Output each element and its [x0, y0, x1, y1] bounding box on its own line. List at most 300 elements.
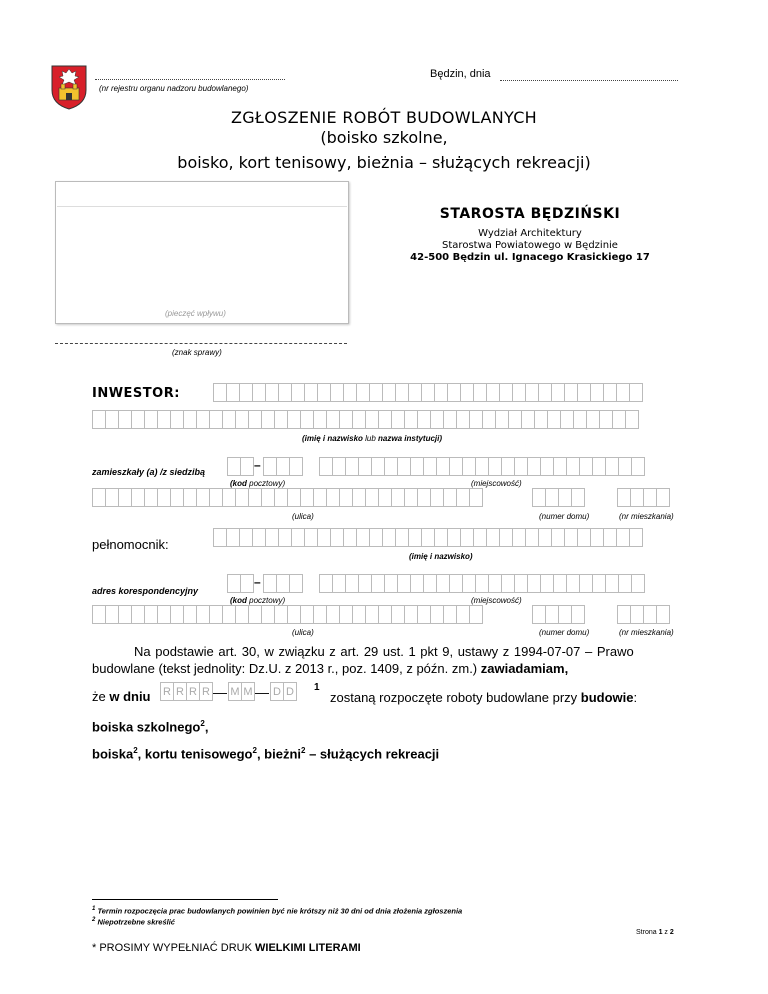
char-box[interactable]	[365, 488, 379, 507]
char-box[interactable]	[209, 605, 223, 624]
char-box[interactable]	[118, 605, 132, 624]
char-box[interactable]	[265, 383, 279, 402]
char-box[interactable]	[382, 528, 396, 547]
char-box[interactable]	[525, 528, 539, 547]
char-box[interactable]	[449, 574, 463, 593]
char-box[interactable]	[592, 574, 606, 593]
char-box[interactable]	[131, 488, 145, 507]
char-box[interactable]	[423, 574, 437, 593]
char-box[interactable]	[410, 574, 424, 593]
investor-house-number[interactable]	[532, 488, 584, 507]
char-box[interactable]	[339, 605, 353, 624]
case-number-field[interactable]	[55, 340, 347, 344]
char-box[interactable]	[274, 410, 288, 429]
char-box[interactable]	[397, 574, 411, 593]
char-box[interactable]	[300, 488, 314, 507]
char-box[interactable]	[605, 457, 619, 476]
char-box[interactable]	[434, 528, 448, 547]
char-box[interactable]	[656, 605, 670, 624]
investor-name-line1[interactable]	[213, 383, 642, 402]
char-box[interactable]	[430, 605, 444, 624]
investor-name-line2[interactable]	[92, 410, 638, 429]
char-box[interactable]	[616, 383, 630, 402]
char-box[interactable]	[486, 383, 500, 402]
char-box[interactable]	[222, 410, 236, 429]
char-box[interactable]	[482, 410, 496, 429]
char-box[interactable]	[553, 574, 567, 593]
char-box[interactable]	[183, 488, 197, 507]
char-box[interactable]	[144, 410, 158, 429]
char-box[interactable]	[209, 488, 223, 507]
char-box[interactable]	[369, 528, 383, 547]
char-box[interactable]	[248, 410, 262, 429]
char-box[interactable]	[532, 605, 546, 624]
char-box[interactable]	[276, 457, 290, 476]
char-box[interactable]	[196, 605, 210, 624]
char-box[interactable]	[265, 528, 279, 547]
char-box[interactable]	[183, 410, 197, 429]
proxy-postal-code-b[interactable]	[263, 574, 302, 593]
char-box[interactable]	[248, 605, 262, 624]
char-box[interactable]	[475, 574, 489, 593]
char-box[interactable]	[261, 488, 275, 507]
proxy-city[interactable]	[319, 574, 644, 593]
char-box[interactable]	[196, 410, 210, 429]
char-box[interactable]	[430, 410, 444, 429]
char-box[interactable]	[105, 488, 119, 507]
authority-name: STAROSTA BĘDZIŃSKI	[439, 206, 621, 222]
char-box[interactable]	[263, 457, 277, 476]
char-box[interactable]	[209, 410, 223, 429]
footnote-1: $^1$ Termin rozpoczęcia prac budowlanych powinien być nie krótszy niż 30 dni od dnia złożenia zgłoszenia	[92, 906, 463, 916]
char-box[interactable]	[365, 410, 379, 429]
char-box[interactable]	[378, 488, 392, 507]
char-box[interactable]	[252, 528, 266, 547]
char-box[interactable]	[540, 574, 554, 593]
char-box[interactable]	[534, 410, 548, 429]
char-box[interactable]	[462, 457, 476, 476]
char-box[interactable]	[352, 410, 366, 429]
char-box[interactable]	[488, 457, 502, 476]
char-box[interactable]	[319, 574, 333, 593]
char-box[interactable]	[469, 410, 483, 429]
char-box[interactable]	[456, 605, 470, 624]
char-box[interactable]	[629, 528, 643, 547]
char-box[interactable]	[630, 605, 644, 624]
char-box[interactable]	[475, 457, 489, 476]
char-box[interactable]	[240, 574, 254, 593]
proxy-flat-number[interactable]	[617, 605, 669, 624]
char-box[interactable]	[460, 528, 474, 547]
char-box[interactable]	[235, 410, 249, 429]
investor-street[interactable]	[92, 488, 482, 507]
investor-flat-number[interactable]	[617, 488, 669, 507]
char-box[interactable]	[473, 528, 487, 547]
char-box[interactable]	[343, 528, 357, 547]
char-box[interactable]	[449, 457, 463, 476]
char-box[interactable]	[617, 605, 631, 624]
char-box[interactable]	[313, 410, 327, 429]
char-box[interactable]	[545, 488, 559, 507]
char-box[interactable]	[629, 383, 643, 402]
char-box[interactable]	[643, 488, 657, 507]
coat-of-arms-logo	[50, 64, 88, 110]
char-box[interactable]	[631, 574, 645, 593]
char-box[interactable]	[170, 488, 184, 507]
char-box[interactable]	[356, 528, 370, 547]
char-box[interactable]	[443, 410, 457, 429]
char-box[interactable]	[447, 528, 461, 547]
char-box[interactable]	[404, 410, 418, 429]
char-box[interactable]	[486, 528, 500, 547]
char-box[interactable]	[382, 383, 396, 402]
char-box[interactable]	[527, 574, 541, 593]
char-box[interactable]	[170, 605, 184, 624]
char-box[interactable]	[384, 457, 398, 476]
char-box[interactable]	[508, 410, 522, 429]
date-field[interactable]	[500, 75, 678, 81]
char-box[interactable]	[397, 457, 411, 476]
char-box[interactable]	[278, 528, 292, 547]
char-box[interactable]	[612, 410, 626, 429]
char-box[interactable]	[352, 605, 366, 624]
legal-basis-line2: budowlane (tekst jednolity: Dz.U. z 2013 r., poz. 1409, z późn. zm.) zawiadamiam,	[92, 661, 569, 676]
city-date-label: Będzin, dnia	[430, 68, 491, 80]
char-box[interactable]	[618, 574, 632, 593]
char-box[interactable]	[456, 488, 470, 507]
char-box[interactable]	[521, 410, 535, 429]
proxy-postal-code-a[interactable]	[227, 574, 253, 593]
char-box[interactable]	[617, 488, 631, 507]
investor-house-label: (numer domu)	[539, 512, 590, 521]
char-box[interactable]	[538, 383, 552, 402]
char-box[interactable]	[447, 383, 461, 402]
start-date-suffix: zostaną rozpoczęte roboty budowlane przy budowie:	[330, 690, 638, 705]
char-box[interactable]	[408, 383, 422, 402]
char-box[interactable]	[577, 528, 591, 547]
char-box[interactable]	[577, 383, 591, 402]
char-box[interactable]	[391, 488, 405, 507]
char-box[interactable]	[605, 574, 619, 593]
char-box[interactable]	[417, 605, 431, 624]
char-box[interactable]	[222, 488, 236, 507]
date-char-box[interactable]: R	[199, 682, 213, 701]
char-box[interactable]	[274, 605, 288, 624]
char-box[interactable]	[345, 574, 359, 593]
form-subtitle-2: boisko, kort tenisowy, bieżnia – służących rekreacji)	[177, 153, 591, 172]
char-box[interactable]	[222, 605, 236, 624]
char-box[interactable]	[421, 383, 435, 402]
char-box[interactable]	[443, 605, 457, 624]
char-box[interactable]	[358, 457, 372, 476]
char-box[interactable]	[579, 574, 593, 593]
char-box[interactable]	[566, 574, 580, 593]
char-box[interactable]	[287, 410, 301, 429]
investor-postal-code-a[interactable]	[227, 457, 253, 476]
date-char-box[interactable]: R	[186, 682, 200, 701]
option-school-field[interactable]: boiska szkolnego$^2$,	[92, 719, 209, 735]
char-box[interactable]	[558, 488, 572, 507]
char-box[interactable]	[304, 528, 318, 547]
char-box[interactable]	[213, 528, 227, 547]
char-box[interactable]	[356, 383, 370, 402]
char-box[interactable]	[404, 488, 418, 507]
char-box[interactable]	[261, 410, 275, 429]
char-box[interactable]	[289, 574, 303, 593]
authority-address: 42-500 Będzin ul. Ignacego Krasickiego 17	[410, 252, 650, 263]
char-box[interactable]	[631, 457, 645, 476]
char-box[interactable]	[365, 605, 379, 624]
date-char-box[interactable]: R	[160, 682, 174, 701]
char-box[interactable]	[378, 605, 392, 624]
char-box[interactable]	[391, 605, 405, 624]
char-box[interactable]	[495, 410, 509, 429]
char-box[interactable]	[436, 574, 450, 593]
char-box[interactable]	[317, 528, 331, 547]
char-box[interactable]	[131, 410, 145, 429]
char-box[interactable]	[196, 488, 210, 507]
proxy-name[interactable]	[213, 528, 642, 547]
char-box[interactable]	[630, 488, 644, 507]
char-box[interactable]	[430, 488, 444, 507]
char-box[interactable]	[339, 410, 353, 429]
char-box[interactable]	[499, 383, 513, 402]
char-box[interactable]	[287, 488, 301, 507]
intake-stamp-box	[55, 181, 349, 324]
char-box[interactable]	[551, 383, 565, 402]
char-box[interactable]	[239, 528, 253, 547]
char-box[interactable]	[391, 410, 405, 429]
char-box[interactable]	[213, 383, 227, 402]
char-box[interactable]	[488, 574, 502, 593]
char-box[interactable]	[553, 457, 567, 476]
char-box[interactable]	[339, 488, 353, 507]
char-box[interactable]	[417, 488, 431, 507]
char-box[interactable]	[395, 528, 409, 547]
char-box[interactable]	[300, 605, 314, 624]
char-box[interactable]	[252, 383, 266, 402]
char-box[interactable]	[227, 457, 241, 476]
char-box[interactable]	[226, 528, 240, 547]
char-box[interactable]	[92, 605, 106, 624]
char-box[interactable]	[313, 488, 327, 507]
char-box[interactable]	[434, 383, 448, 402]
char-box[interactable]	[358, 574, 372, 593]
registry-number-field[interactable]	[95, 74, 285, 80]
char-box[interactable]	[501, 574, 515, 593]
char-box[interactable]	[586, 410, 600, 429]
char-box[interactable]	[545, 605, 559, 624]
char-box[interactable]	[560, 410, 574, 429]
char-box[interactable]	[240, 457, 254, 476]
char-box[interactable]	[514, 574, 528, 593]
investor-city[interactable]	[319, 457, 644, 476]
char-box[interactable]	[408, 528, 422, 547]
char-box[interactable]	[118, 410, 132, 429]
investor-street-label: (ulica)	[292, 512, 314, 521]
date-char-box[interactable]: R	[173, 682, 187, 701]
char-box[interactable]	[547, 410, 561, 429]
date-char-box[interactable]: M	[241, 682, 255, 701]
char-box[interactable]	[326, 488, 340, 507]
date-char-box[interactable]: M	[228, 682, 242, 701]
char-box[interactable]	[603, 528, 617, 547]
char-box[interactable]	[144, 605, 158, 624]
char-box[interactable]	[571, 488, 585, 507]
date-month-boxes[interactable]	[228, 682, 254, 701]
char-box[interactable]	[105, 605, 119, 624]
char-box[interactable]	[291, 383, 305, 402]
char-box[interactable]	[618, 457, 632, 476]
char-box[interactable]	[540, 457, 554, 476]
option-recreation[interactable]: boiska$^2$, kortu tenisowego$^2$, bieżni$^2$ – służących rekreacji	[92, 746, 440, 762]
char-box[interactable]	[226, 383, 240, 402]
char-box[interactable]	[404, 605, 418, 624]
char-box[interactable]	[460, 383, 474, 402]
char-box[interactable]	[616, 528, 630, 547]
date-year-boxes[interactable]	[160, 682, 212, 701]
footnote-2: $^2$ Niepotrzebne skreślić	[92, 917, 175, 927]
char-box[interactable]	[499, 528, 513, 547]
char-box[interactable]	[235, 605, 249, 624]
authority-dept: Wydział Architektury	[478, 228, 582, 239]
char-box[interactable]	[456, 410, 470, 429]
char-box[interactable]	[291, 528, 305, 547]
char-box[interactable]	[538, 528, 552, 547]
char-box[interactable]	[326, 605, 340, 624]
char-box[interactable]	[592, 457, 606, 476]
char-box[interactable]	[573, 410, 587, 429]
char-box[interactable]	[105, 410, 119, 429]
char-box[interactable]	[443, 488, 457, 507]
char-box[interactable]	[473, 383, 487, 402]
char-box[interactable]	[343, 383, 357, 402]
char-box[interactable]	[512, 528, 526, 547]
char-box[interactable]	[157, 488, 171, 507]
proxy-house-number[interactable]	[532, 605, 584, 624]
char-box[interactable]	[566, 457, 580, 476]
proxy-house-label: (numer domu)	[539, 628, 590, 637]
proxy-postal-label: (kod pocztowy)	[230, 596, 286, 605]
char-box[interactable]	[371, 457, 385, 476]
char-box[interactable]	[421, 528, 435, 547]
proxy-flat-label: (nr mieszkania)	[619, 628, 674, 637]
char-box[interactable]	[118, 488, 132, 507]
char-box[interactable]	[643, 605, 657, 624]
char-box[interactable]	[558, 605, 572, 624]
char-box[interactable]	[183, 605, 197, 624]
char-box[interactable]	[332, 457, 346, 476]
char-box[interactable]	[261, 605, 275, 624]
char-box[interactable]	[92, 488, 106, 507]
char-box[interactable]	[235, 488, 249, 507]
start-date-field[interactable]: R R R R — M M — D D	[160, 682, 296, 701]
char-box[interactable]	[590, 383, 604, 402]
char-box[interactable]	[92, 410, 106, 429]
char-box[interactable]	[656, 488, 670, 507]
char-box[interactable]	[157, 605, 171, 624]
char-box[interactable]	[369, 383, 383, 402]
char-box[interactable]	[599, 410, 613, 429]
char-box[interactable]	[326, 410, 340, 429]
char-box[interactable]	[603, 383, 617, 402]
char-box[interactable]	[551, 528, 565, 547]
proxy-street-label: (ulica)	[292, 628, 314, 637]
char-box[interactable]	[410, 457, 424, 476]
char-box[interactable]	[527, 457, 541, 476]
char-box[interactable]	[501, 457, 515, 476]
char-box[interactable]	[330, 528, 344, 547]
proxy-postal-dash: –	[254, 575, 261, 589]
char-box[interactable]	[274, 488, 288, 507]
footnote-ref-1: 1	[314, 682, 320, 693]
char-box[interactable]	[525, 383, 539, 402]
char-box[interactable]	[417, 410, 431, 429]
char-box[interactable]	[289, 457, 303, 476]
char-box[interactable]	[384, 574, 398, 593]
char-box[interactable]	[239, 383, 253, 402]
char-box[interactable]	[532, 488, 546, 507]
investor-postal-code-b[interactable]	[263, 457, 302, 476]
char-box[interactable]	[144, 488, 158, 507]
char-box[interactable]	[248, 488, 262, 507]
char-box[interactable]	[227, 574, 241, 593]
char-box[interactable]	[287, 605, 301, 624]
char-box[interactable]	[564, 528, 578, 547]
date-char-box[interactable]: D	[283, 682, 297, 701]
char-box[interactable]	[564, 383, 578, 402]
char-box[interactable]	[332, 574, 346, 593]
char-box[interactable]	[131, 605, 145, 624]
char-box[interactable]	[590, 528, 604, 547]
char-box[interactable]	[313, 605, 327, 624]
char-box[interactable]	[423, 457, 437, 476]
char-box[interactable]	[319, 457, 333, 476]
char-box[interactable]	[304, 383, 318, 402]
char-box[interactable]	[436, 457, 450, 476]
char-box[interactable]	[263, 574, 277, 593]
char-box[interactable]	[330, 383, 344, 402]
char-box[interactable]	[514, 457, 528, 476]
char-box[interactable]	[345, 457, 359, 476]
char-box[interactable]	[317, 383, 331, 402]
proxy-city-label: (miejscowość)	[471, 596, 522, 605]
proxy-street[interactable]	[92, 605, 482, 624]
char-box[interactable]	[170, 410, 184, 429]
proxy-address-label: adres korespondencyjny	[92, 586, 199, 596]
char-box[interactable]	[462, 574, 476, 593]
char-box[interactable]	[512, 383, 526, 402]
date-char-box[interactable]: D	[270, 682, 284, 701]
char-box[interactable]	[469, 605, 483, 624]
char-box[interactable]	[352, 488, 366, 507]
char-box[interactable]	[378, 410, 392, 429]
authority-office: Starostwa Powiatowego w Będzinie	[442, 240, 618, 251]
char-box[interactable]	[579, 457, 593, 476]
char-box[interactable]	[157, 410, 171, 429]
char-box[interactable]	[571, 605, 585, 624]
case-number-label: (znak sprawy)	[172, 348, 222, 357]
char-box[interactable]	[371, 574, 385, 593]
char-box[interactable]	[300, 410, 314, 429]
char-box[interactable]	[276, 574, 290, 593]
char-box[interactable]	[625, 410, 639, 429]
char-box[interactable]	[395, 383, 409, 402]
legal-basis-line1: Na podstawie art. 30, w związku z art. 29 ust. 1 pkt 9, ustawy z 1994-07-07 – Prawo	[134, 644, 634, 659]
char-box[interactable]	[469, 488, 483, 507]
char-box[interactable]	[278, 383, 292, 402]
date-day-boxes[interactable]	[270, 682, 296, 701]
